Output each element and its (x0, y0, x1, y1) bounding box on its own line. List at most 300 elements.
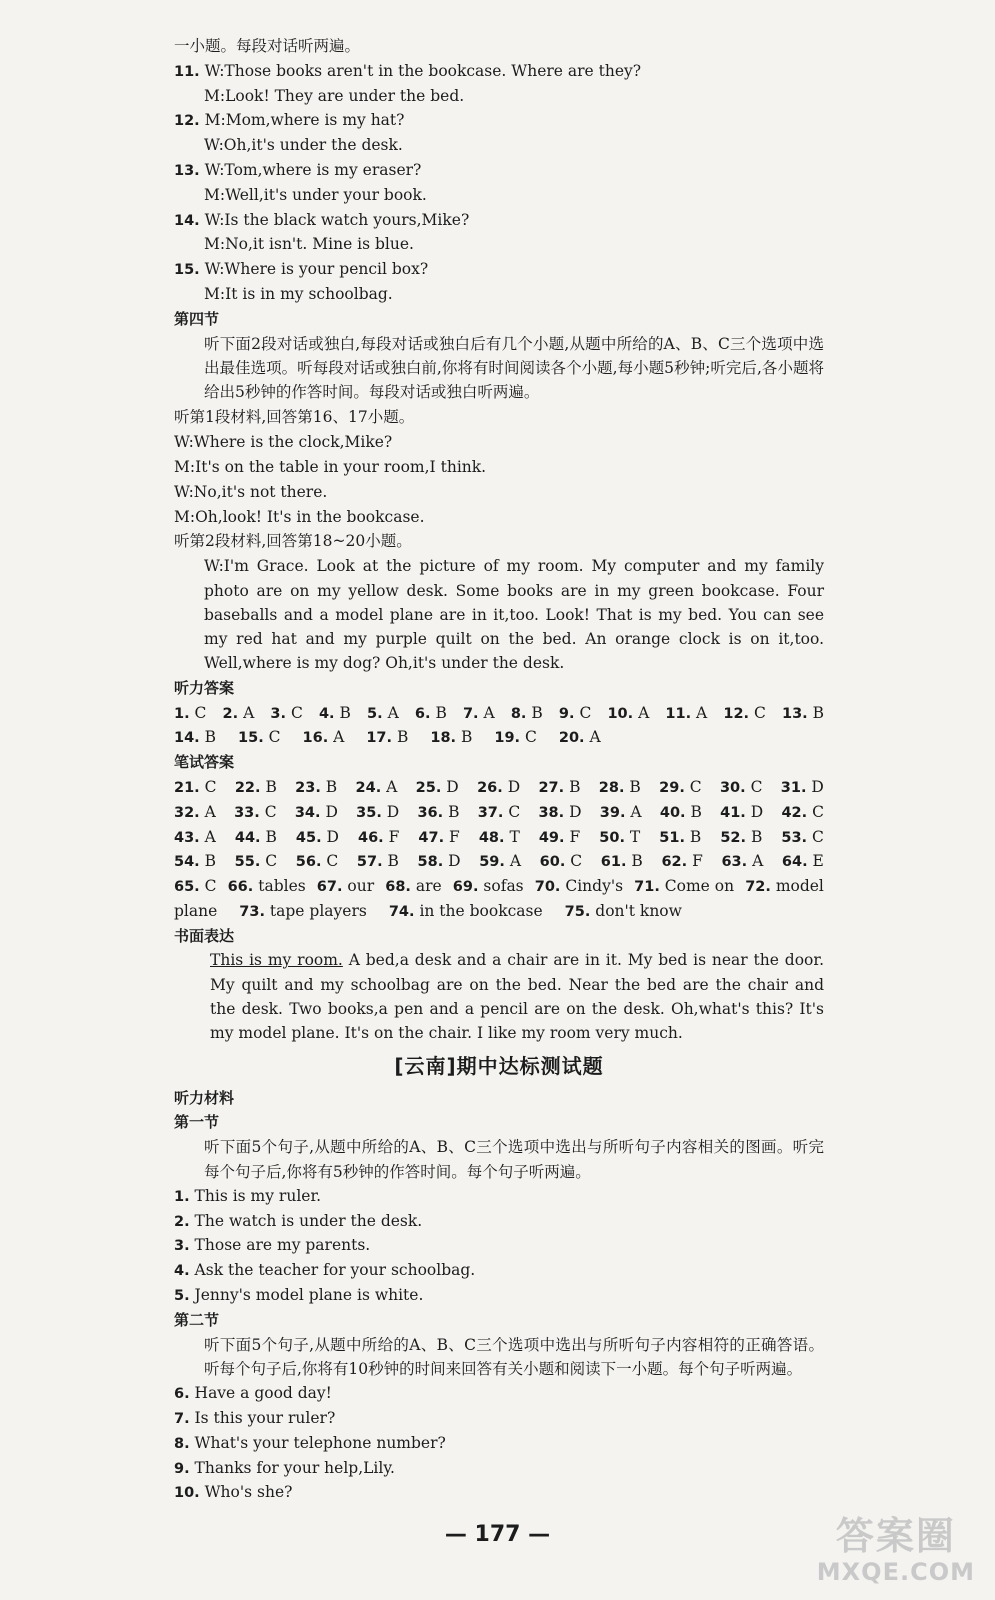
answer-item (270, 701, 302, 726)
writing-rest: A bed,a desk and a chair are in it. My bed is near the door. My quilt and my schoolbag are on the bed. Near the bed are the chair and the desk. Two books,a pen and a pencil are on the desk. Oh,what's this? It's my model plane. It's on the chair. I like my room very much. (210, 951, 824, 1043)
answer-item (238, 725, 281, 750)
written-answers-row (174, 849, 824, 874)
answer-value: B (569, 777, 581, 796)
answer-item (661, 849, 702, 874)
answer-item (660, 800, 702, 825)
answer-number: 62. (661, 854, 688, 871)
answer-item (559, 725, 601, 750)
section4-instructions: 听下面2段对话或独白,每段对话或独白后有几个小题,从题中所给的A、B、C三个选项中选出最佳选项。听每段对话或独白前,你将有时间阅读各个小题,每小题5秒钟;听完后,各小题将给出5秒钟的作答时间。每段对话或独白听两遍。 (204, 334, 824, 402)
answer-number: 43. (174, 829, 200, 846)
answer-item (463, 701, 495, 726)
answer-number: 52. (720, 829, 746, 846)
item-text: Have a good day! (194, 1384, 332, 1403)
listening-item (174, 1184, 824, 1209)
answer-number: 33. (234, 804, 260, 821)
answer-value: A (752, 852, 764, 871)
answer-number: 12. (723, 705, 750, 722)
answer-value: B (265, 777, 277, 796)
answer-number: 64. (781, 854, 808, 871)
dialogue-text: M:Mom,where is my hat? (204, 111, 405, 130)
part2-instructions: 听下面5个句子,从题中所给的A、B、C三个选项中选出与所听句子内容相符的正确答语。听每个句子后,你将有10秒钟的时间来回答有关小题和阅读下一小题。每个句子听两遍。 (204, 1335, 824, 1378)
answer-value: F (692, 852, 703, 871)
answer-number: 30. (719, 779, 746, 796)
answer-item (659, 775, 702, 800)
answer-item (535, 874, 623, 899)
answer-item (720, 825, 762, 850)
answer-item (430, 725, 472, 750)
answer-number: 26. (477, 779, 503, 796)
answer-item (319, 701, 351, 726)
answer-number: 10. (607, 705, 634, 722)
answer-value: C (689, 777, 702, 796)
answer-number: 46. (358, 829, 384, 846)
answer-item (453, 874, 524, 899)
dialogue-line (174, 108, 824, 133)
answer-number: 49. (538, 829, 565, 846)
answer-number: 70. (534, 879, 561, 896)
answer-number: 44. (234, 829, 261, 846)
watermark-logo (817, 1514, 975, 1586)
answer-value: T (629, 827, 641, 846)
answer-number: 29. (659, 779, 685, 796)
answer-number: 14. (174, 730, 200, 747)
item-number: 6. (174, 1386, 190, 1403)
answer-value: C (579, 703, 592, 722)
answer-item (367, 701, 399, 726)
answer-item (600, 800, 642, 825)
answer-item (781, 775, 824, 800)
answer-number: 23. (295, 779, 321, 796)
answer-item (538, 775, 580, 800)
question-number: 15. (174, 262, 200, 279)
item-number: 2. (174, 1213, 190, 1230)
item-number: 10. (174, 1485, 200, 1502)
answer-value: A (638, 703, 650, 722)
item-text: Is this your ruler? (194, 1409, 336, 1428)
answer-value: F (388, 827, 400, 846)
answer-number: 5. (367, 705, 383, 722)
answer-number: 71. (634, 879, 660, 896)
answer-value: are (415, 877, 442, 896)
answer-value: B (531, 703, 543, 722)
answer-value: model (775, 877, 824, 896)
answer-value: B (690, 802, 702, 821)
answer-item (235, 775, 277, 800)
answer-item (599, 775, 641, 800)
watermark-bottom: MXQE.COM (816, 1558, 975, 1586)
intro-line: 一小题。每段对话听两遍。 (174, 37, 361, 55)
answer-value: C (265, 852, 278, 871)
item-number: 5. (174, 1288, 190, 1305)
answer-number: 38. (538, 804, 565, 821)
answer-value: A (589, 728, 601, 747)
answer-item (418, 849, 461, 874)
answer-number: 1. (174, 705, 190, 722)
answer-item (235, 825, 277, 850)
item-number: 3. (174, 1238, 190, 1255)
answer-number: 27. (538, 779, 565, 796)
answer-value: B (265, 827, 277, 846)
answer-number: 19. (494, 730, 521, 747)
answer-item (296, 825, 339, 850)
answer-item (565, 899, 682, 924)
answer-item (538, 800, 581, 825)
listening-item (174, 1480, 824, 1505)
answer-item (477, 775, 520, 800)
answer-value: C (525, 728, 537, 747)
answer-number: 67. (316, 879, 343, 896)
answer-number: 72. (745, 879, 771, 896)
answer-value: D (446, 777, 459, 796)
answer-value: C (753, 703, 766, 722)
listening-item (174, 1431, 824, 1456)
answer-value: A (509, 852, 522, 871)
item-number: 1. (174, 1188, 190, 1205)
item-number: 4. (174, 1263, 190, 1280)
answer-item (295, 775, 337, 800)
dialogue-reply: M:It is in my schoolbag. (204, 284, 393, 303)
answer-item (174, 800, 216, 825)
answer-item (494, 725, 537, 750)
answer-item (295, 800, 338, 825)
answer-number: 48. (478, 829, 505, 846)
item-text: What's your telephone number? (194, 1433, 446, 1452)
section4-heading: 第四节 (174, 309, 220, 328)
answer-value: B (435, 703, 447, 722)
answer-item (720, 800, 763, 825)
answer-item (174, 725, 216, 750)
dialogue-line (174, 257, 824, 282)
answer-value: D (750, 802, 764, 821)
dialogue-line (174, 158, 824, 183)
dialogue-reply: M:Well,it's under your book. (204, 185, 427, 204)
answer-item (539, 825, 580, 850)
answer-item (358, 825, 399, 850)
answer-number: 58. (417, 854, 444, 871)
answer-number: 35. (356, 804, 382, 821)
answer-number: 34. (294, 804, 321, 821)
dialogue-line: W:No,it's not there. (174, 482, 328, 501)
answer-item (389, 899, 543, 924)
answer-number: 17. (366, 730, 393, 747)
answer-value: D (326, 827, 339, 846)
answer-number: 24. (355, 779, 382, 796)
item-text: Ask the teacher for your schoolbag. (194, 1261, 476, 1280)
answer-value: B (750, 827, 763, 846)
answer-item (234, 800, 277, 825)
answer-value: tables (258, 877, 306, 896)
answer-number: 65. (174, 879, 200, 896)
answer-item (601, 849, 643, 874)
dialogue1 (174, 430, 824, 529)
answer-value: B (631, 852, 643, 871)
answer-item (782, 849, 824, 874)
listening-item (174, 1233, 824, 1258)
listening-item (174, 1406, 824, 1431)
answer-value: C (812, 802, 824, 821)
answer-item (317, 874, 374, 899)
answer-item (174, 701, 206, 726)
answer-value: C (194, 703, 207, 722)
part1-instructions: 听下面5个句子,从题中所给的A、B、C三个选项中选出与所听句子内容相关的图画。听完每个句子后,你将有5秒钟的作答时间。每个句子听两遍。 (204, 1138, 824, 1181)
answer-value: D (325, 802, 338, 821)
answer-item (478, 800, 521, 825)
dialogue-reply: W:Oh,it's under the desk. (204, 136, 403, 155)
listening-item (174, 1381, 824, 1406)
answer-value: B (387, 852, 399, 871)
item-number: 9. (174, 1460, 190, 1477)
answer-number: 74. (388, 903, 415, 920)
answer-value: C (264, 802, 277, 821)
answer-item (540, 849, 583, 874)
dialogues-a (174, 59, 824, 307)
answer-item (479, 825, 520, 850)
answer-item (174, 874, 217, 899)
item-text: Those are my parents. (194, 1236, 371, 1255)
dialogue-line (174, 208, 824, 233)
answer-number: 51. (659, 829, 685, 846)
item-text: Thanks for your help,Lily. (194, 1458, 395, 1477)
answer-value: A (483, 703, 495, 722)
dialogue-reply: M:No,it isn't. Mine is blue. (204, 235, 414, 254)
answer-number: 42. (781, 804, 808, 821)
answer-item (781, 800, 824, 825)
answer-item (415, 701, 447, 726)
answer-number: 53. (781, 829, 808, 846)
writing-heading: 书面表达 (174, 926, 235, 945)
answer-number: 4. (318, 705, 335, 722)
dialogue-text: W:Tom,where is my eraser? (204, 160, 422, 179)
answer-item (418, 825, 459, 850)
watermark-top: 答案圈 (835, 1514, 956, 1558)
answer-number: 37. (477, 804, 504, 821)
answer-item (720, 775, 763, 800)
answer-number: 31. (780, 779, 807, 796)
item-number: 8. (174, 1435, 190, 1452)
answer-value: sofas (483, 877, 524, 896)
answer-item (174, 775, 217, 800)
answer-number: 57. (356, 854, 383, 871)
answer-number: 68. (385, 879, 411, 896)
dialogue-line: W:Where is the clock,Mike? (174, 433, 393, 452)
writing-underlined: This is my room. (210, 951, 343, 970)
dialogue-text: W:Is the black watch yours,Mike? (204, 210, 470, 229)
answer-value: A (333, 728, 345, 747)
answer-value: C (204, 777, 217, 796)
dialogue-line (174, 59, 824, 84)
answer-value: B (339, 703, 351, 722)
answer-item (659, 825, 701, 850)
answer-value: B (629, 777, 641, 796)
item-number: 7. (174, 1411, 190, 1428)
monologue: W:I'm Grace. Look at the picture of my room. My computer and my family photo are on my yellow desk. Some books are in my green bookcase. Four baseballs and a model plane are in it,too. Look! That is my bed. You can see my red hat and my purple quilt on the bed. An orange clock is on it,too. Well,where is my dog? Oh,it's under the desk. (204, 557, 824, 673)
answer-number: 22. (234, 779, 261, 796)
item-text: Jenny's model plane is white. (194, 1286, 424, 1305)
answer-value: A (387, 703, 399, 722)
answer-value: D (448, 852, 461, 871)
answer-value: F (449, 827, 460, 846)
answer-value: D (386, 802, 400, 821)
answer-item (357, 849, 399, 874)
answer-value: B (460, 728, 473, 747)
answer-value: E (812, 852, 824, 871)
answer-number: 7. (462, 705, 479, 722)
item-text: The watch is under the desk. (194, 1211, 423, 1230)
answer-item (665, 701, 707, 726)
writing-paragraph (174, 948, 824, 1045)
answer-item (239, 899, 367, 924)
answer-value: A (204, 802, 216, 821)
answer-item (385, 874, 441, 899)
answer-value: B (325, 777, 338, 796)
listening-material-heading: 听力材料 (174, 1088, 235, 1107)
written-answers (174, 775, 824, 924)
answer-item (296, 849, 339, 874)
answer-number: 50. (599, 829, 625, 846)
written-answers-row (174, 899, 824, 924)
answer-item (228, 874, 306, 899)
answer-number: 75. (564, 903, 591, 920)
answer-number: 66. (227, 879, 254, 896)
answer-value: C (204, 877, 217, 896)
answer-number: 54. (174, 854, 200, 871)
answer-item (356, 800, 399, 825)
answer-value: C (326, 852, 339, 871)
material1-note: 听第1段材料,回答第16、17小题。 (174, 408, 415, 427)
answer-item (559, 701, 591, 726)
answer-number: 20. (558, 730, 585, 747)
answer-number: 18. (430, 730, 457, 747)
answer-value: C (290, 703, 303, 722)
answer-number: 16. (302, 730, 329, 747)
answer-item (745, 874, 824, 899)
answer-value: B (396, 728, 409, 747)
answer-number: 15. (238, 730, 264, 747)
answer-number: 2. (222, 705, 239, 722)
dialogue-text: W:Where is your pencil box? (204, 260, 429, 279)
answer-value: Cindy's (565, 877, 624, 896)
answer-item (356, 775, 398, 800)
answer-item (417, 800, 459, 825)
item-text: Who's she? (204, 1483, 293, 1502)
answer-item (723, 701, 766, 726)
answer-number: 11. (665, 705, 692, 722)
answer-number: 73. (239, 903, 265, 920)
listening-answers-heading: 听力答案 (174, 678, 235, 697)
answer-value: C (508, 802, 521, 821)
answer-value: our (347, 877, 375, 896)
answer-item (174, 825, 216, 850)
question-number: 13. (174, 162, 200, 179)
answer-item (174, 849, 216, 874)
answer-number: 56. (295, 854, 322, 871)
listening-item (174, 1258, 824, 1283)
listening-answers-row1 (174, 701, 824, 726)
answer-item (174, 899, 217, 924)
answer-item (781, 825, 824, 850)
answer-value: A (386, 777, 398, 796)
page-content (174, 34, 824, 1505)
answer-value: A (243, 703, 255, 722)
answer-value: tape players (269, 901, 367, 920)
answer-value: C (750, 777, 763, 796)
question-number: 11. (174, 63, 200, 80)
answer-number: 59. (479, 854, 505, 871)
answer-value: D (811, 777, 824, 796)
answer-item (235, 849, 278, 874)
written-answers-row (174, 800, 824, 825)
answer-number: 25. (415, 779, 442, 796)
answer-value: B (448, 802, 460, 821)
question-number: 12. (174, 113, 200, 130)
answer-number: 13. (781, 705, 808, 722)
dialogue-reply: M:Look! They are under the bed. (204, 86, 465, 105)
answer-number: 32. (174, 804, 200, 821)
answer-value: T (509, 827, 520, 846)
section-title: [云南]期中达标测试题 (394, 1053, 604, 1078)
answer-value: plane (174, 901, 218, 920)
answer-value: in the bookcase (419, 901, 543, 920)
answer-value: B (204, 852, 217, 871)
written-answers-row (174, 874, 824, 899)
listening-item (174, 1283, 824, 1308)
answer-number: 45. (295, 829, 322, 846)
answer-value: F (569, 827, 581, 846)
answer-item (511, 701, 543, 726)
answer-item (634, 874, 734, 899)
written-answers-row (174, 825, 824, 850)
answer-number: 6. (414, 705, 431, 722)
answer-value: D (569, 802, 582, 821)
answer-item (303, 725, 345, 750)
answer-number: 36. (417, 804, 444, 821)
answer-number: 9. (558, 705, 575, 722)
answer-number: 63. (721, 854, 748, 871)
answer-item (607, 701, 649, 726)
answer-item (416, 775, 459, 800)
answer-value: don't know (595, 901, 682, 920)
answer-number: 69. (452, 879, 479, 896)
dialogue-line: M:It's on the table in your room,I think. (174, 458, 487, 477)
answer-item (479, 849, 521, 874)
answer-value: B (204, 728, 217, 747)
answer-item (366, 725, 408, 750)
question-number: 14. (174, 212, 200, 229)
part1-items (174, 1184, 824, 1308)
part1-heading: 第一节 (174, 1113, 220, 1132)
listening-item (174, 1209, 824, 1234)
answer-value: C (811, 827, 824, 846)
listening-answers-row2 (174, 725, 824, 750)
written-answers-row (174, 775, 824, 800)
answer-number: 28. (598, 779, 625, 796)
answer-value: A (630, 802, 642, 821)
part2-heading: 第二节 (174, 1310, 220, 1329)
page-number: — 177 — (444, 1522, 551, 1547)
answer-value: C (570, 852, 583, 871)
answer-number: 40. (659, 804, 686, 821)
dialogue-line: M:Oh,look! It's in the bookcase. (174, 507, 425, 526)
answer-number: 21. (174, 779, 200, 796)
written-answers-heading: 笔试答案 (174, 753, 235, 772)
answer-number: 55. (234, 854, 261, 871)
answer-value: B (812, 703, 824, 722)
answer-value: Come on (664, 877, 735, 896)
answer-value: C (268, 728, 281, 747)
answer-number: 47. (418, 829, 445, 846)
part2-items (174, 1381, 824, 1505)
answer-value: D (507, 777, 521, 796)
